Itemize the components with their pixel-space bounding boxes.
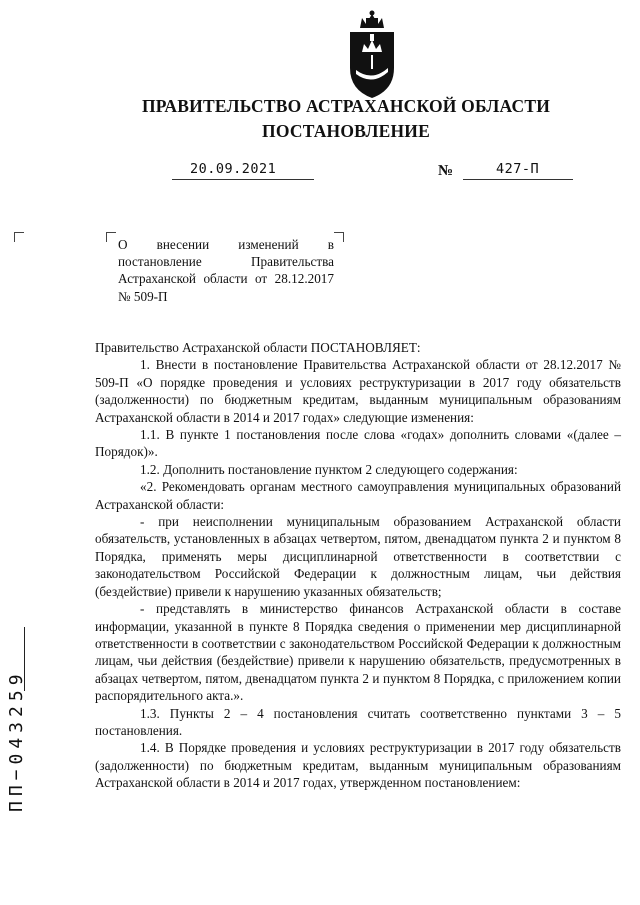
- paragraph-bullet-2: - представлять в министерство финансов Астраханской области в составе информации, указанной в пункте 8 Порядка сведения о применении мер дисциплинарной ответственности в соответствии с законодательством Российской Федерации к должностным лицам, чьи действия (бездействие) привели к нарушению обязательств, предусмотренных в абзацах четвертом, пятом, двенадцатом пункта 2 и пунктом 8 Порядка, с приложением копии распорядительного акта.».: [95, 601, 621, 704]
- page-corner-mark: [14, 232, 24, 242]
- paragraph-quote-2: «2. Рекомендовать органам местного самоуправления муниципальных образований Астраханской области:: [95, 479, 621, 512]
- subject-corner-mark-left: [106, 232, 116, 242]
- paragraph-1-1: 1.1. В пункте 1 постановления после слова «годах» дополнить словами «(далее – Порядок)».: [95, 427, 621, 460]
- astrakhan-coat-of-arms-icon: [346, 10, 398, 100]
- document-date: 20.09.2021: [190, 161, 277, 177]
- document-type: ПОСТАНОВЛЕНИЕ: [262, 121, 430, 141]
- paragraph-1-2: 1.2. Дополнить постановление пунктом 2 следующего содержания:: [140, 461, 518, 477]
- document-number: 427-П: [496, 161, 540, 177]
- subject-corner-mark-right: [334, 232, 344, 242]
- organization-name: ПРАВИТЕЛЬСТВО АСТРАХАНСКОЙ ОБЛАСТИ: [141, 96, 551, 116]
- number-underline: [463, 179, 573, 180]
- paragraph-1: 1. Внести в постановление Правительства Астраханской области от 28.12.2017 № 509-П «О порядке проведения и условиях реструктуризации в 2017 году обязательств (задолженности) по бюджетным кредитам, выданным муниципальным образованиям Астраханской области в 2014 и 2017 годах» следующие изменения:: [95, 357, 621, 425]
- paragraph-1-3: 1.3. Пункты 2 – 4 постановления считать соответственно пунктами 3 – 5 постановления.: [95, 705, 621, 738]
- paragraph-bullet-1: - при неисполнении муниципальным образованием Астраханской области обязательств, установленных в абзацах четвертом, пятом, двенадцатом пункта 2 и пунктом 8 Порядка, применять меры дисциплинарной ответственности в соответствии с законодательством Российской Федерации к должностным лицам, чьи действия (бездействие) привели к нарушению указанных обязательств;: [95, 514, 621, 599]
- document-body: [95, 339, 621, 792]
- intro-paragraph: Правительство Астраханской области ПОСТАНОВЛЯЕТ:: [95, 340, 421, 355]
- paragraph-1-4: 1.4. В Порядке проведения и условиях реструктуризации в 2017 году обязательств (задолженности) по бюджетным кредитам, выданным муниципальным образованиям Астраханской области в 2014 и 2017 годах, утвержденном постановлением:: [95, 740, 621, 791]
- number-sign: №: [438, 163, 454, 179]
- document-subject: О внесении изменений в постановление Правительства Астраханской области от 28.12.2017 № 509-П: [118, 237, 334, 304]
- blank-serial-code: ПП−043259: [6, 669, 27, 812]
- date-underline: [172, 179, 314, 180]
